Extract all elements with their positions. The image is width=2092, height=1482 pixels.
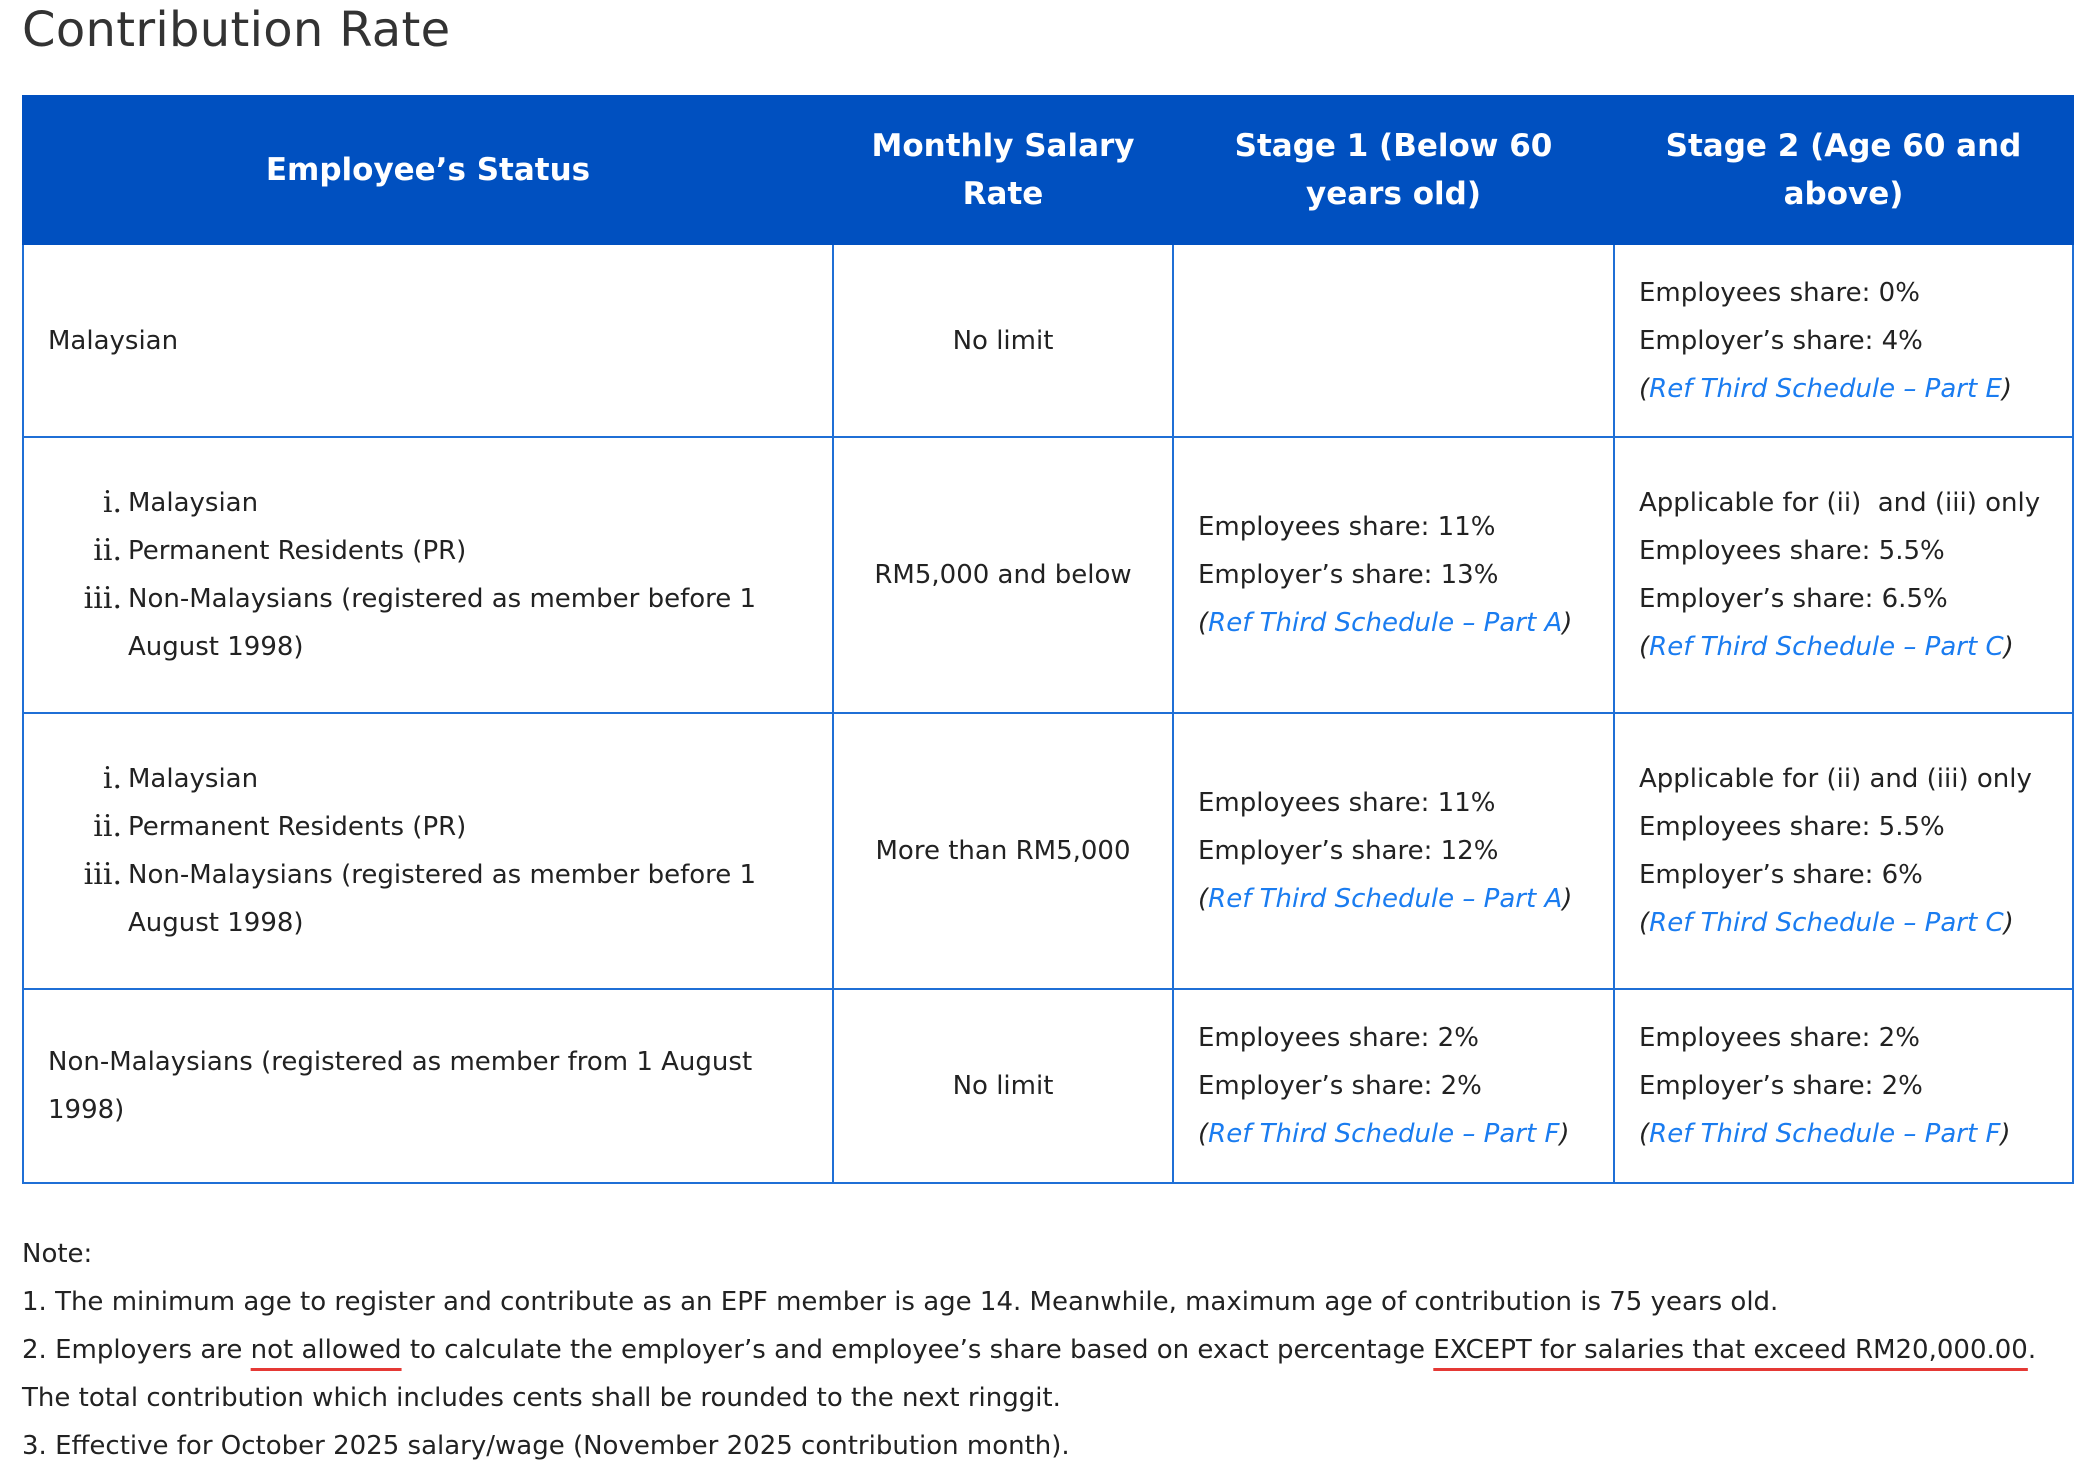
share-line: Employer’s share: 6% <box>1639 860 1923 890</box>
note-1: 1. The minimum age to register and contribute as an EPF member is age 14. Meanwhile, maximum age of contribution is 75 years old. <box>22 1287 1779 1317</box>
note-2-text: to calculate the employer’s and employee’s share based on exact percentage <box>401 1335 1434 1365</box>
list-item <box>48 851 808 947</box>
ref-link[interactable]: Ref Third Schedule – Part A <box>1208 884 1563 914</box>
salary-cell: More than RM5,000 <box>833 713 1173 989</box>
note-3: 3. Effective for October 2025 salary/wage (November 2025 contribution month). <box>22 1431 1070 1461</box>
ref-link[interactable]: Ref Third Schedule – Part E <box>1649 373 2002 404</box>
share-line: Employees share: 11% <box>1198 788 1496 818</box>
note-2-highlight-except: EXCEPT for salaries that exceed RM20,000.00 <box>1433 1335 2028 1365</box>
list-item <box>48 755 808 803</box>
share-line: Employees share: 2% <box>1198 1023 1479 1053</box>
ref-line: (Ref Third Schedule – Part A) <box>1198 884 1573 914</box>
table-row <box>23 244 2073 437</box>
ref-link[interactable]: Ref Third Schedule – Part F <box>1208 1119 1560 1149</box>
table-row <box>23 437 2073 713</box>
salary-cell: RM5,000 and below <box>833 437 1173 713</box>
stage2-cell <box>1614 713 2073 989</box>
header-monthly-salary-rate: Monthly Salary Rate <box>833 96 1173 244</box>
ref-link[interactable]: Ref Third Schedule – Part C <box>1649 908 2004 938</box>
list-item-text: Permanent Residents (PR) <box>128 812 467 842</box>
applicable-line: Applicable for (ii) and (iii) only <box>1639 764 2032 794</box>
share-line: Employees share: 0% <box>1639 277 1920 308</box>
note-2-text: 2. Employers are <box>22 1335 251 1365</box>
ref-line: (Ref Third Schedule – Part C) <box>1639 908 2014 938</box>
list-item-text: Non-Malaysians (registered as member before 1 August 1998) <box>128 860 757 938</box>
share-line: Employer’s share: 2% <box>1198 1071 1482 1101</box>
list-numeral: i. <box>102 761 122 796</box>
share-line: Employees share: 11% <box>1198 512 1496 542</box>
note-2-text: . The total contribution which includes cents shall be rounded to the next ringgit. <box>22 1335 2037 1413</box>
header-employee-status: Employee’s Status <box>23 96 833 244</box>
list-numeral: iii. <box>83 581 122 616</box>
ref-link[interactable]: Ref Third Schedule – Part F <box>1649 1119 2001 1149</box>
share-line: Employees share: 2% <box>1639 1023 1920 1053</box>
notes-section <box>22 1230 2072 1470</box>
list-item-text: Malaysian <box>128 488 259 518</box>
status-list <box>48 479 808 671</box>
stage1-cell <box>1173 713 1614 989</box>
stage1-cell <box>1173 437 1614 713</box>
list-item-text: Permanent Residents (PR) <box>128 536 467 566</box>
share-line: Employer’s share: 6.5% <box>1639 584 1948 614</box>
stage2-cell <box>1614 244 2073 437</box>
ref-line: (Ref Third Schedule – Part C) <box>1639 632 2014 662</box>
ref-link[interactable]: Ref Third Schedule – Part C <box>1649 632 2004 662</box>
notes-heading: Note: <box>22 1239 93 1269</box>
table-header-row <box>23 96 2073 244</box>
status-cell <box>23 437 833 713</box>
status-list <box>48 755 808 947</box>
share-line: Employees share: 5.5% <box>1639 812 1945 842</box>
ref-line: (Ref Third Schedule – Part F) <box>1198 1119 1570 1149</box>
salary-cell: No limit <box>833 989 1173 1183</box>
list-item-text: Non-Malaysians (registered as member before 1 August 1998) <box>128 584 757 662</box>
stage2-cell <box>1614 989 2073 1183</box>
header-stage-1: Stage 1 (Below 60 years old) <box>1173 96 1614 244</box>
list-numeral: i. <box>102 485 122 520</box>
list-numeral: iii. <box>83 857 122 892</box>
share-line: Employer’s share: 4% <box>1639 325 1923 356</box>
ref-line: (Ref Third Schedule – Part A) <box>1198 608 1573 638</box>
note-2-highlight-not-allowed: not allowed <box>250 1335 402 1365</box>
page-title: Contribution Rate <box>22 2 451 58</box>
list-numeral: ii. <box>93 533 122 568</box>
list-item <box>48 575 808 671</box>
share-line: Employees share: 5.5% <box>1639 536 1945 566</box>
table-row <box>23 989 2073 1183</box>
salary-cell: No limit <box>833 244 1173 437</box>
applicable-line: Applicable for (ii) and (iii) only <box>1639 488 2041 518</box>
stage2-cell <box>1614 437 2073 713</box>
share-line: Employer’s share: 12% <box>1198 836 1499 866</box>
list-item <box>48 803 808 851</box>
list-item <box>48 527 808 575</box>
status-cell: Malaysian <box>23 244 833 437</box>
ref-line: (Ref Third Schedule – Part E) <box>1639 373 2013 404</box>
note-2 <box>22 1326 2072 1422</box>
list-numeral: ii. <box>93 809 122 844</box>
table-row <box>23 713 2073 989</box>
contribution-rate-table <box>22 95 2074 1184</box>
share-line: Employer’s share: 13% <box>1198 560 1499 590</box>
list-item-text: Malaysian <box>128 764 259 794</box>
stage1-cell <box>1173 989 1614 1183</box>
status-cell: Non-Malaysians (registered as member from 1 August 1998) <box>23 989 833 1183</box>
ref-link[interactable]: Ref Third Schedule – Part A <box>1208 608 1563 638</box>
header-stage-2: Stage 2 (Age 60 and above) <box>1614 96 2073 244</box>
share-line: Employer’s share: 2% <box>1639 1071 1923 1101</box>
list-item <box>48 479 808 527</box>
status-cell <box>23 713 833 989</box>
ref-line: (Ref Third Schedule – Part F) <box>1639 1119 2011 1149</box>
stage1-cell <box>1173 244 1614 437</box>
